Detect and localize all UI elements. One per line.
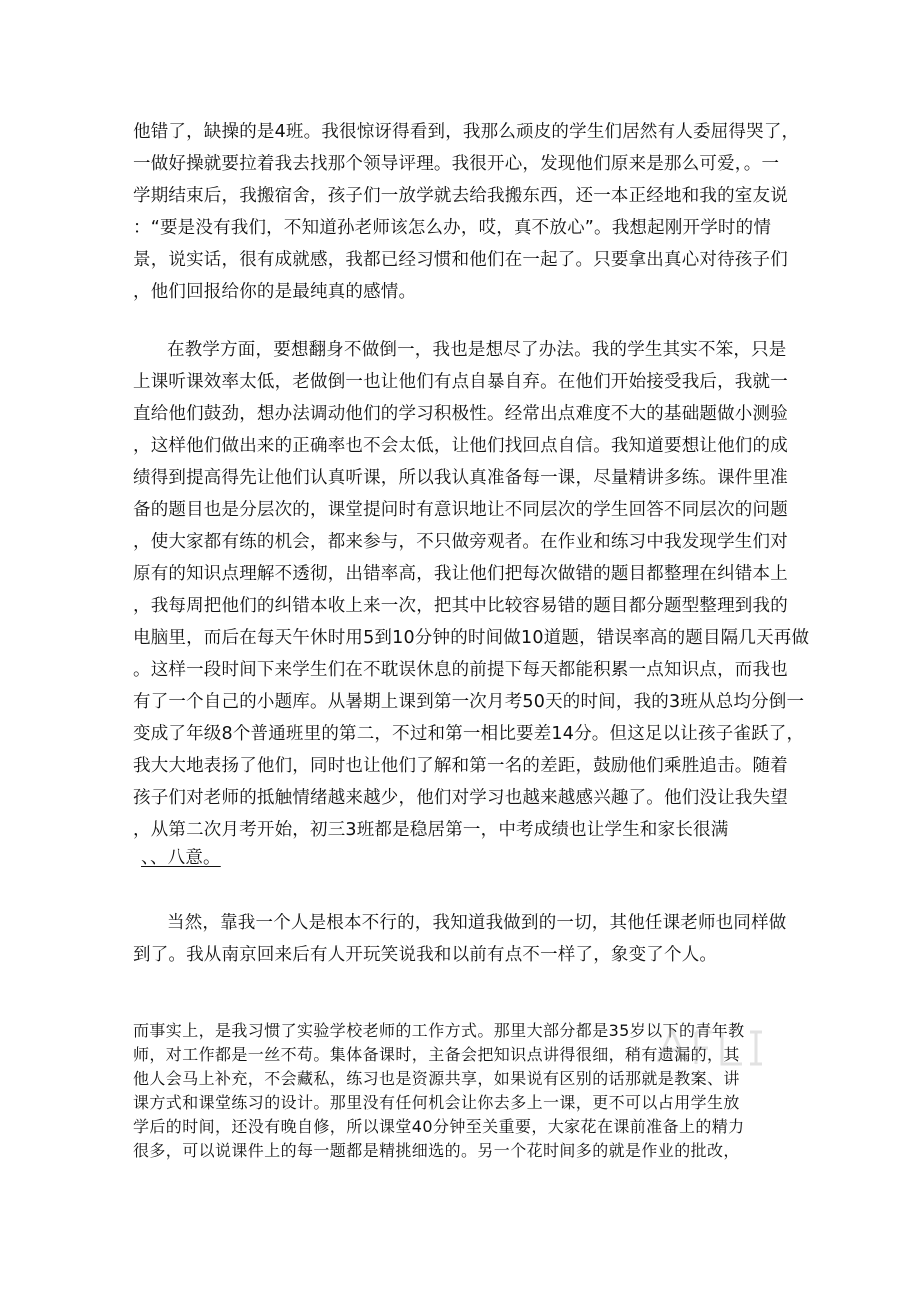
text-line: 而事实上，是我习惯了实验学校老师的工作方式。那里大部分都是35岁以下的青年教 (133, 1021, 745, 1040)
text-line: 绩得到提高得先让他们认真听课，所以我认真准备每一课，尽量精讲多练。课件里准 (133, 468, 788, 488)
text-line: 直给他们鼓劲，想办法调动他们的学习积极性。经常出点难度不大的基础题做小测验 (133, 404, 788, 424)
text-line: 他错了，缺操的是4班。我很惊讶得看到，我那么顽皮的学生们居然有人委屈得哭了， (133, 122, 800, 142)
text-line: 备的题目也是分层次的，课堂提问时有意识地让不同层次的学生回答不同层次的问题 (133, 500, 788, 520)
text-line: 学后的时间，还没有晚自修，所以课堂40分钟至关重要，大家花在课前准备上的精力 (133, 1117, 745, 1136)
text-line: 在教学方面，要想翻身不做倒一，我也是想尽了办法。我的学生其实不笨，只是 (167, 340, 787, 360)
text-line: ，他们回报给你的是最纯真的感情。 (133, 282, 417, 302)
text-line-tail: 、、八意。 (141, 848, 221, 868)
text-line: 师，对工作都是一丝不苟。集体备课时，主备会把知识点讲得很细，稍有遗漏的，其 (133, 1045, 740, 1064)
text-line: 一做好操就要拉着我去找那个领导评理。我很开心，发现他们原来是那么可爱，。一 (133, 154, 780, 174)
text-line: ：“要是没有我们，不知道孙老师该怎么办，哎，真不放心”。我想起刚开学时的情 (133, 218, 772, 238)
text-line: 孩子们对老师的抵触情绪越来越少，他们对学习也越来越感兴趣了。他们没让我失望 (133, 788, 788, 808)
text-line: 原有的知识点理解不透彻，出错率高，我让他们把每次做错的题目都整理在纠错本上 (133, 564, 788, 584)
text-line: 很多，可以说课件上的每一题都是精挑细选的。另一个花时间多的就是作业的批改， (133, 1141, 740, 1160)
text-line: 景，说实话，很有成就感，我都已经习惯和他们在一起了。只要拿出真心对待孩子们 (133, 250, 788, 270)
text-line: 当然，靠我一个人是根本不行的，我知道我做到的一切，其他任课老师也同样做 (167, 913, 787, 933)
text-line: 到了。我从南京回来后有人开玩笑说我和以前有点不一样了，象变了个人。 (133, 945, 718, 965)
text-line: 他人会马上补充，不会藏私，练习也是资源共享，如果说有区别的话那就是教案、讲 (133, 1069, 740, 1088)
text-line: 。这样一段时间下来学生们在不耽误休息的前提下每天都能积累一点知识点，而我也 (133, 660, 788, 680)
text-line: 上课听课效率太低，老做倒一也让他们有点自暴自弃。在他们开始接受我后，我就一 (133, 372, 788, 392)
text-line: ，使大家都有练的机会，都来参与，不只做旁观者。在作业和练习中我发现学生们对 (133, 532, 788, 552)
text-line: 我大大地表扬了他们，同时也让他们了解和第一名的差距，鼓励他们乘胜追击。随着 (133, 756, 788, 776)
text-line: ，我每周把他们的纠错本收上来一次，把其中比较容易错的题目都分题型整理到我的 (133, 596, 788, 616)
text-line: 课方式和课堂练习的设计。那里没有任何机会让你去多上一课，更不可以占用学生放 (133, 1093, 740, 1112)
text-line: ，这样他们做出来的正确率也不会太低，让他们找回点自信。我知道要想让他们的成 (133, 436, 788, 456)
text-line: ，从第二次月考开始，初三3班都是稳居第一，中考成绩也让学生和家长很满 (133, 820, 729, 840)
text-line: 有了一个自己的小题库。从暑期上课到第一次月考50天的时间，我的3班从总均分倒一 (133, 692, 805, 712)
text-line: 电脑里，而后在每天午休时用5到10分钟的时间做10道题，错误率高的题目隔几天再做 (133, 628, 810, 648)
text-line: 变成了年级8个普通班里的第二，不过和第一相比要差14分。但这足以让孩子雀跃了， (133, 724, 805, 744)
text-line: 学期结束后，我搬宿舍，孩子们一放学就去给我搬东西，还一本正经地和我的室友说 (133, 186, 788, 206)
